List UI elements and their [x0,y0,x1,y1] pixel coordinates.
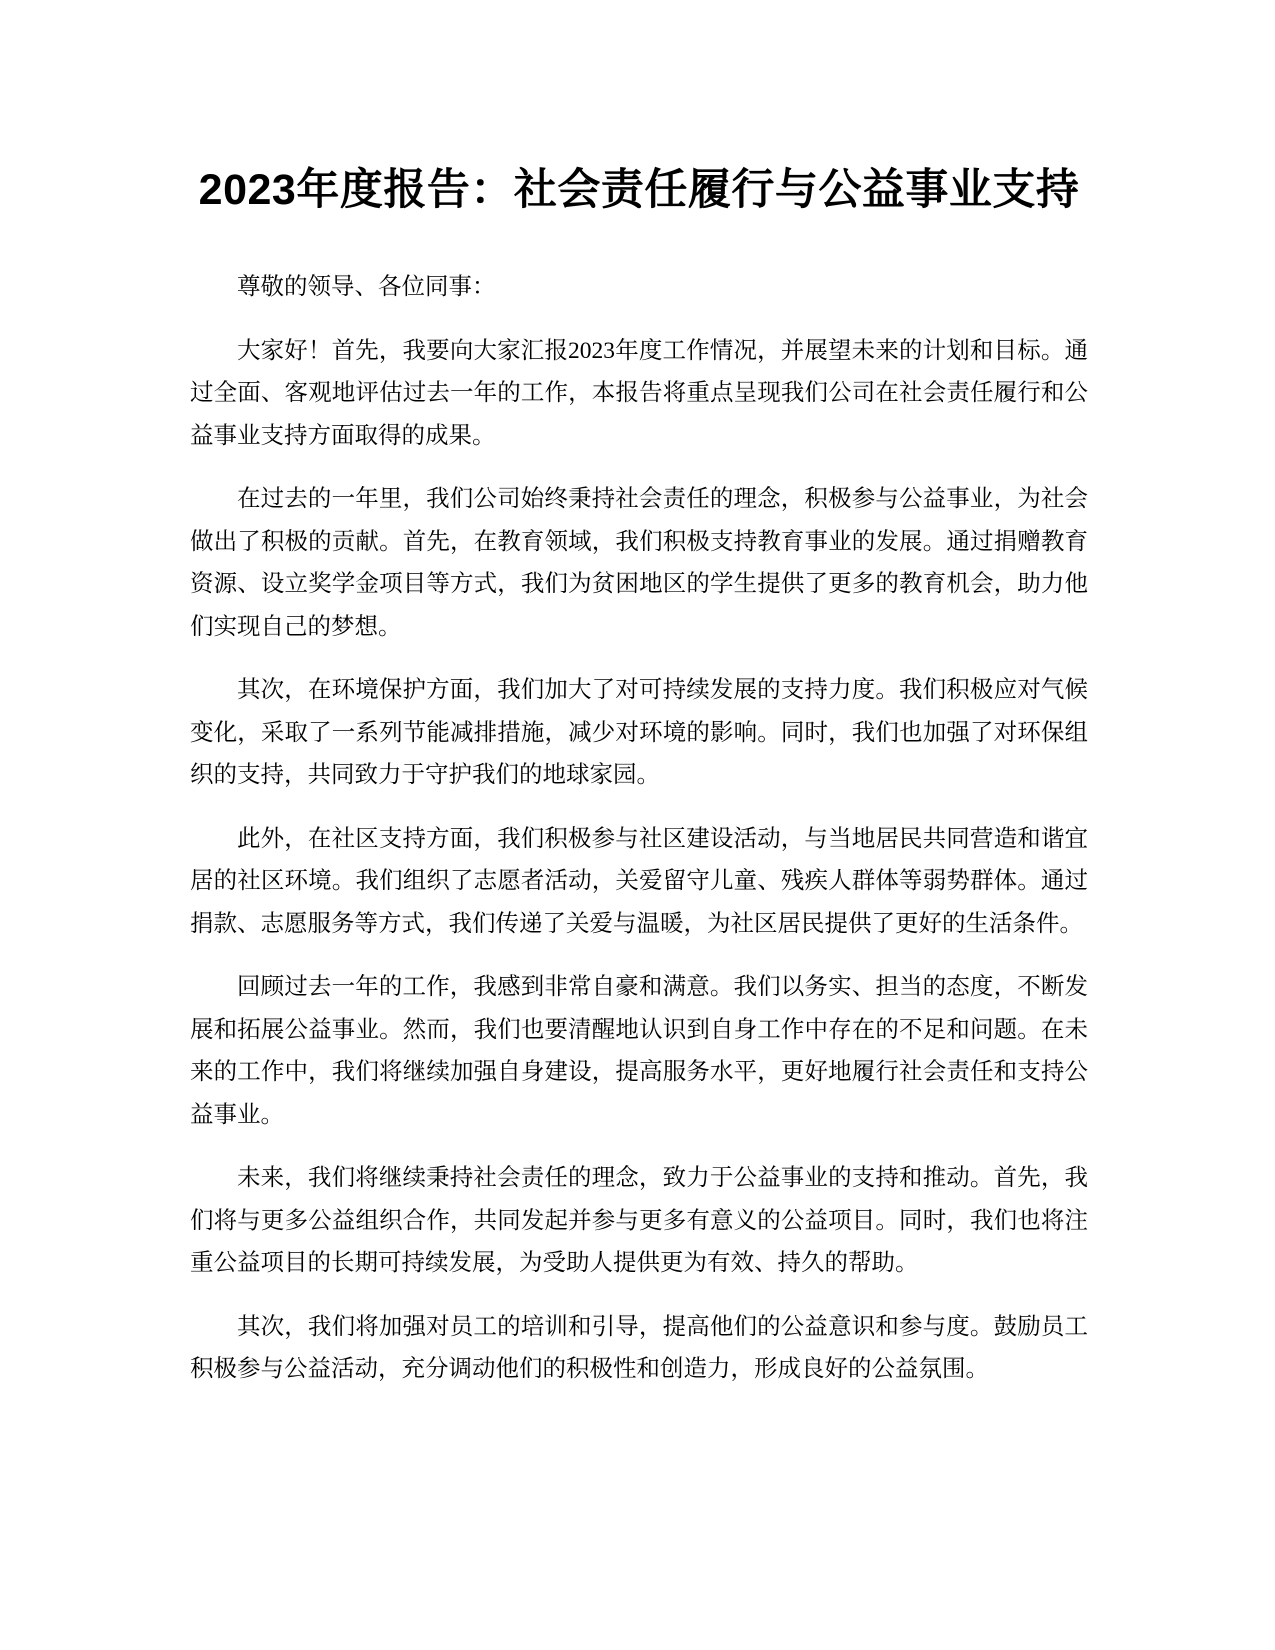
greeting: 尊敬的领导、各位同事： [237,274,496,300]
paragraph-7: 其次，我们将加强对员工的培训和引导，提高他们的公益意识和参与度。鼓励员工积极参与公益活动，充分调动他们的积极性和创造力，形成良好的公益氛围。 [190,1313,1088,1382]
document-title: 2023年度报告：社会责任履行与公益事业支持 [198,166,1080,214]
document-page [190,148,1088,1412]
paragraph-4: 此外，在社区支持方面，我们积极参与社区建设活动，与当地居民共同营造和谐宜居的社区环境。我们组织了志愿者活动，关爱留守儿童、残疾人群体等弱势群体。通过捐款、志愿服务等方式，我们传递了关爱与温暖，为社区居民提供了更好的生活条件。 [190,825,1088,937]
paragraph-1: 大家好！首先，我要向大家汇报2023年度工作情况，并展望未来的计划和目标。通过全面、客观地评估过去一年的工作，本报告将重点呈现我们公司在社会责任履行和公益事业支持方面取得的成果。 [190,337,1088,449]
paragraph-5: 回顾过去一年的工作，我感到非常自豪和满意。我们以务实、担当的态度，不断发展和拓展公益事业。然而，我们也要清醒地认识到自身工作中存在的不足和问题。在未来的工作中，我们将继续加强自身建设，提高服务水平，更好地履行社会责任和支持公益事业。 [190,974,1088,1128]
paragraph-3: 其次，在环境保护方面，我们加大了对可持续发展的支持力度。我们积极应对气候变化，采取了一系列节能减排措施，减少对环境的影响。同时，我们也加强了对环保组织的支持，共同致力于守护我们的地球家园。 [190,677,1088,788]
paragraph-2: 在过去的一年里，我们公司始终秉持社会责任的理念，积极参与公益事业，为社会做出了积极的贡献。首先，在教育领域，我们积极支持教育事业的发展。通过捐赠教育资源、设立奖学金项目等方式，我们为贫困地区的学生提供了更多的教育机会，助力他们实现自己的梦想。 [190,486,1088,640]
paragraph-6: 未来，我们将继续秉持社会责任的理念，致力于公益事业的支持和推动。首先，我们将与更多公益组织合作，共同发起并参与更多有意义的公益项目。同时，我们也将注重公益项目的长期可持续发展，为受助人提供更为有效、持久的帮助。 [190,1165,1088,1276]
